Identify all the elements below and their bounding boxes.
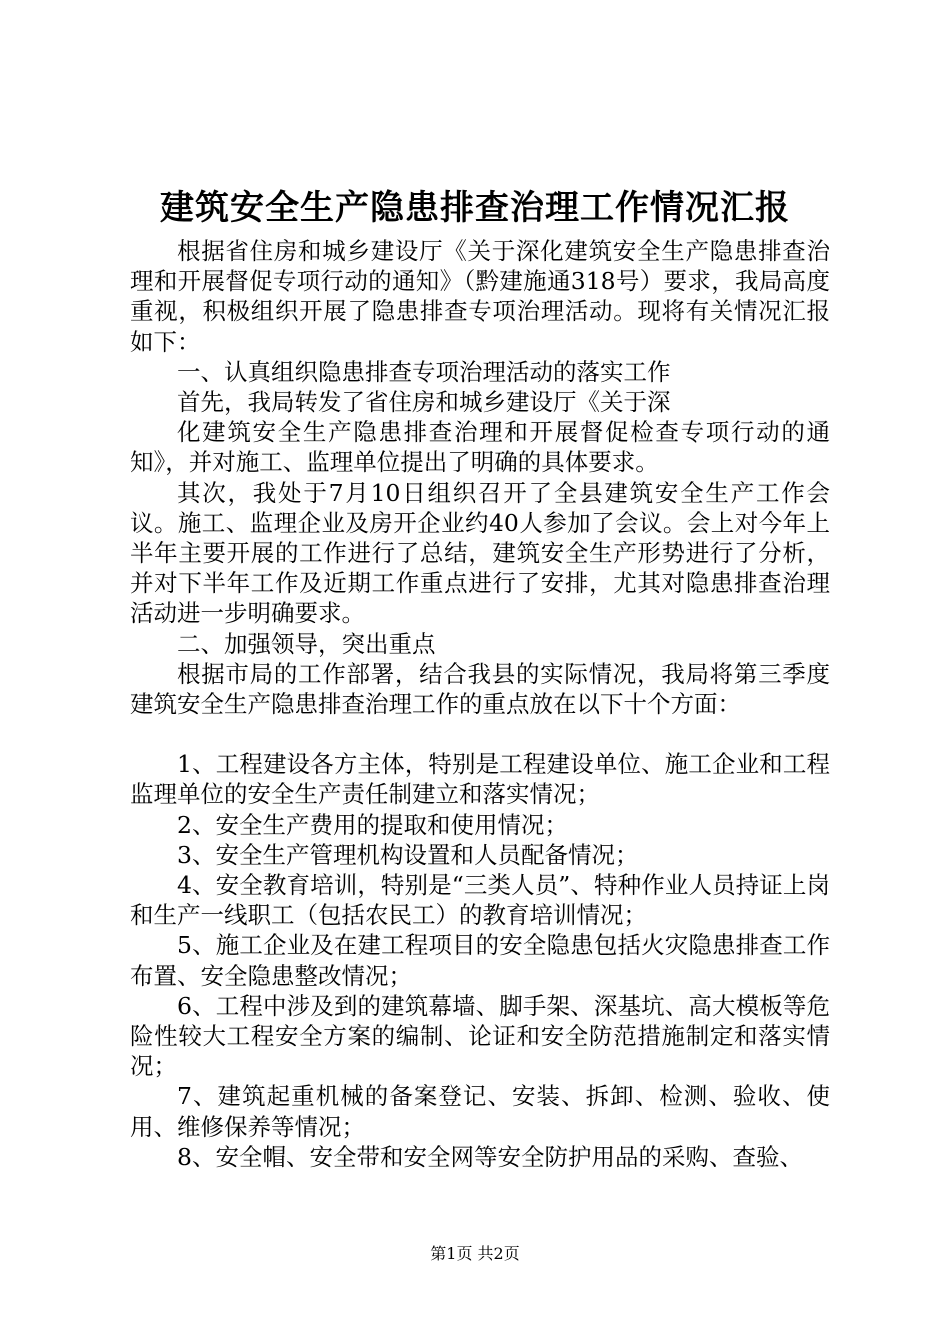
section-heading-1: 一、认真组织隐患排查专项治理活动的落实工作 — [177, 357, 671, 386]
list-item-3: 3、安全生产管理机构设置和人员配备情况； — [177, 840, 639, 869]
list-item-1: 1、工程建设各方主体，特别是工程建设单位、施工企业和工程监理单位的安全生产责任制建立和落实情况； — [130, 750, 830, 809]
paragraph-focus: 根据市局的工作部署，结合我县的实际情况，我局将第三季度建筑安全生产隐患排查治理工作的重点放在以下十个方面： — [130, 659, 830, 719]
paragraph-first: 首先，我局转发了省住房和城乡建设厅《关于深 — [177, 388, 671, 417]
page-number-footer: 第1页 共2页 — [430, 1244, 520, 1263]
list-item-2: 2、安全生产费用的提取和使用情况； — [177, 810, 568, 839]
paragraph-intro: 根据省住房和城乡建设厅《关于深化建筑安全生产隐患排查治理和开展督促专项行动的通知》（黔建施通318号）要求，我局高度重视，积极组织开展了隐患排查专项治理活动。现将有关情况汇报如下： — [130, 237, 830, 356]
document-body — [130, 236, 830, 1172]
list-item-5: 5、施工企业及在建工程项目的安全隐患包括火灾隐患排查工作布置、安全隐患整改情况； — [130, 931, 830, 990]
list-item-6: 6、工程中涉及到的建筑幕墙、脚手架、深基坑、高大模板等危险性较大工程安全方案的编制、论证和安全防范措施制定和落实情况； — [130, 991, 830, 1081]
list-item-7: 7、建筑起重机械的备案登记、安装、拆卸、检测、验收、使用、维修保养等情况； — [130, 1082, 830, 1141]
paragraph-first-continued: 化建筑安全生产隐患排查治理和开展督促检查专项行动的通知》，并对施工、监理单位提出了明确的具体要求。 — [130, 418, 830, 477]
list-item-8: 8、安全帽、安全带和安全网等安全防护用品的采购、查验、 — [177, 1142, 803, 1171]
document-title: 建筑安全生产隐患排查治理工作情况汇报 — [160, 188, 790, 228]
paragraph-gap — [130, 719, 830, 749]
list-item-4: 4、安全教育培训，特别是“三类人员”、特种作业人员持证上岗和生产一线职工（包括农民工）的教育培训情况； — [130, 871, 830, 930]
section-heading-2: 二、加强领导，突出重点 — [177, 629, 436, 658]
paragraph-second: 其次，我处于7月10日组织召开了全县建筑安全生产工作会议。施工、监理企业及房开企业约40人参加了会议。会上对今年上半年主要开展的工作进行了总结，建筑安全生产形势进行了分析，并对下半年工作及近期工作重点进行了安排，尤其对隐患排查治理活动进一步明确要求。 — [130, 478, 830, 628]
